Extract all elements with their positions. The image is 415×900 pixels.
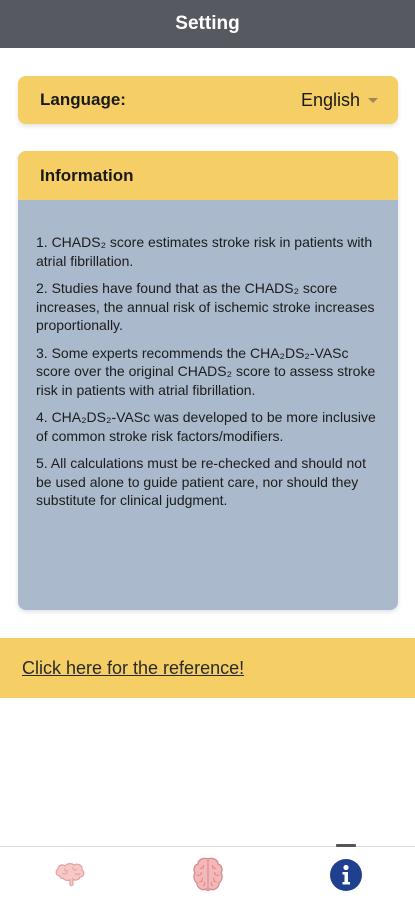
information-title: Information	[40, 165, 134, 185]
caret-down-icon	[368, 98, 378, 103]
language-label: Language:	[40, 90, 126, 109]
reference-link[interactable]: Click here for the reference!	[22, 657, 245, 678]
info-item-2: 2. Studies have found that as the CHADS₂ score increases, the annual risk of ischemic stroke increases proportionally.	[36, 280, 375, 333]
tab-brain[interactable]	[178, 855, 238, 895]
info-circle-icon	[329, 858, 363, 892]
active-tab-indicator	[336, 844, 356, 847]
language-value: English	[300, 89, 360, 110]
information-card	[18, 151, 398, 610]
information-header	[18, 151, 398, 200]
information-body	[18, 200, 398, 510]
info-item-4: 4. CHA₂DS₂-VASc was developed to be more inclusive of common stroke risk factors/modifiers.	[36, 409, 376, 444]
brain-outline-icon	[53, 862, 87, 888]
info-item-1: 1. CHADS₂ score estimates stroke risk in patients with atrial fibrillation.	[36, 234, 373, 269]
brain-icon	[192, 856, 224, 894]
reference-bar	[0, 638, 415, 698]
info-item-5: 5. All calculations must be re-checked and should not be used alone to guide patient care, nor should they substitute for clinical judgment.	[36, 455, 366, 508]
tab-calculator[interactable]	[40, 855, 100, 895]
language-select[interactable]	[301, 90, 378, 111]
language-row	[18, 76, 398, 124]
bottom-tab-bar	[0, 846, 415, 900]
tab-information[interactable]	[316, 855, 376, 895]
info-item-3: 3. Some experts recommends the CHA₂DS₂-VASc score over the original CHADS₂ score to assess stroke risk in patients with atrial fibrillation.	[36, 344, 376, 398]
top-bar	[0, 0, 415, 48]
page-title: Setting	[175, 13, 240, 34]
